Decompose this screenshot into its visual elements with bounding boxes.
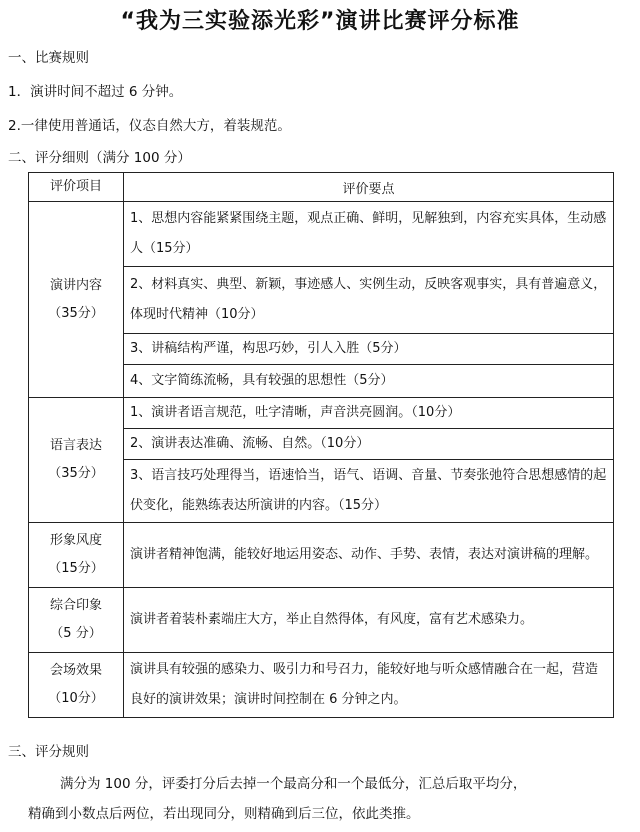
category-name: 演讲内容 xyxy=(49,277,102,293)
section3-text-line2: 精确到小数点后两位，若出现同分，则精确到后三位，依此类推。 xyxy=(28,806,420,822)
category-name: 综合印象 xyxy=(49,598,102,613)
category-cell xyxy=(29,653,124,718)
category-score: （35分） xyxy=(48,305,104,321)
criterion-cell: 演讲者精神饱满，能较好地运用姿态、动作、手势、表情，表达对演讲稿的理解。 xyxy=(124,523,614,588)
section2-heading: 二、评分细则（满分 100 分） xyxy=(8,150,191,166)
category-cell xyxy=(29,588,124,653)
page-title: “我为三实验添光彩”演讲比赛评分标准 xyxy=(120,9,520,34)
category-cell xyxy=(29,523,124,588)
category-cell xyxy=(29,398,124,523)
category-cell xyxy=(29,202,124,398)
scoring-table xyxy=(28,172,614,718)
category-score: （15分） xyxy=(48,561,104,576)
table-row xyxy=(29,523,614,588)
header-points: 评价要点 xyxy=(124,173,614,202)
category-score: （10分） xyxy=(48,691,104,706)
table-row xyxy=(29,588,614,653)
table-row xyxy=(29,398,614,429)
category-name: 形象风度 xyxy=(49,533,102,548)
section1-heading: 一、比赛规则 xyxy=(8,50,89,66)
criterion-cell: 3、语言技巧处理得当，语速恰当，语气、语调、音量、节奏张弛符合思想感情的起伏变化，能熟练表达所演讲的内容。（15分） xyxy=(124,460,614,523)
criterion-cell: 1、思想内容能紧紧围绕主题，观点正确、鲜明，见解独到，内容充实具体，生动感人（15分） xyxy=(124,202,614,267)
rule-2: 2.一律使用普通话，仪态自然大方，着装规范。 xyxy=(8,118,291,134)
criterion-cell: 1、演讲者语言规范，吐字清晰，声音洪亮圆润。（10分） xyxy=(124,398,614,429)
rule-1: 1．演讲时间不超过 6 分钟。 xyxy=(8,84,183,100)
section3-heading: 三、评分规则 xyxy=(8,744,89,760)
section3-text-line1: 满分为 100 分，评委打分后去掉一个最高分和一个最低分，汇总后取平均分， xyxy=(60,776,527,792)
category-name: 语言表达 xyxy=(49,438,102,453)
category-score: （5 分） xyxy=(50,626,102,641)
header-item: 评价项目 xyxy=(29,173,124,202)
table-row xyxy=(29,202,614,267)
table-header-row xyxy=(29,173,614,202)
criterion-cell: 2、材料真实、典型、新颖，事迹感人、实例生动，反映客观事实，具有普遍意义，体现时代精神（10分） xyxy=(124,267,614,334)
category-score: （35分） xyxy=(48,466,104,481)
criterion-cell: 2、演讲表达准确、流畅、自然。（10分） xyxy=(124,429,614,460)
criterion-cell: 3、讲稿结构严谨，构思巧妙，引人入胜（5分） xyxy=(124,334,614,365)
table-row xyxy=(29,653,614,718)
category-name: 会场效果 xyxy=(49,663,102,678)
criterion-cell: 4、文字简练流畅，具有较强的思想性（5分） xyxy=(124,365,614,398)
criterion-cell: 演讲具有较强的感染力、吸引力和号召力，能较好地与听众感情融合在一起，营造良好的演讲效果；演讲时间控制在 6 分钟之内。 xyxy=(124,653,614,718)
criterion-cell: 演讲者着装朴素端庄大方，举止自然得体，有风度，富有艺术感染力。 xyxy=(124,588,614,653)
